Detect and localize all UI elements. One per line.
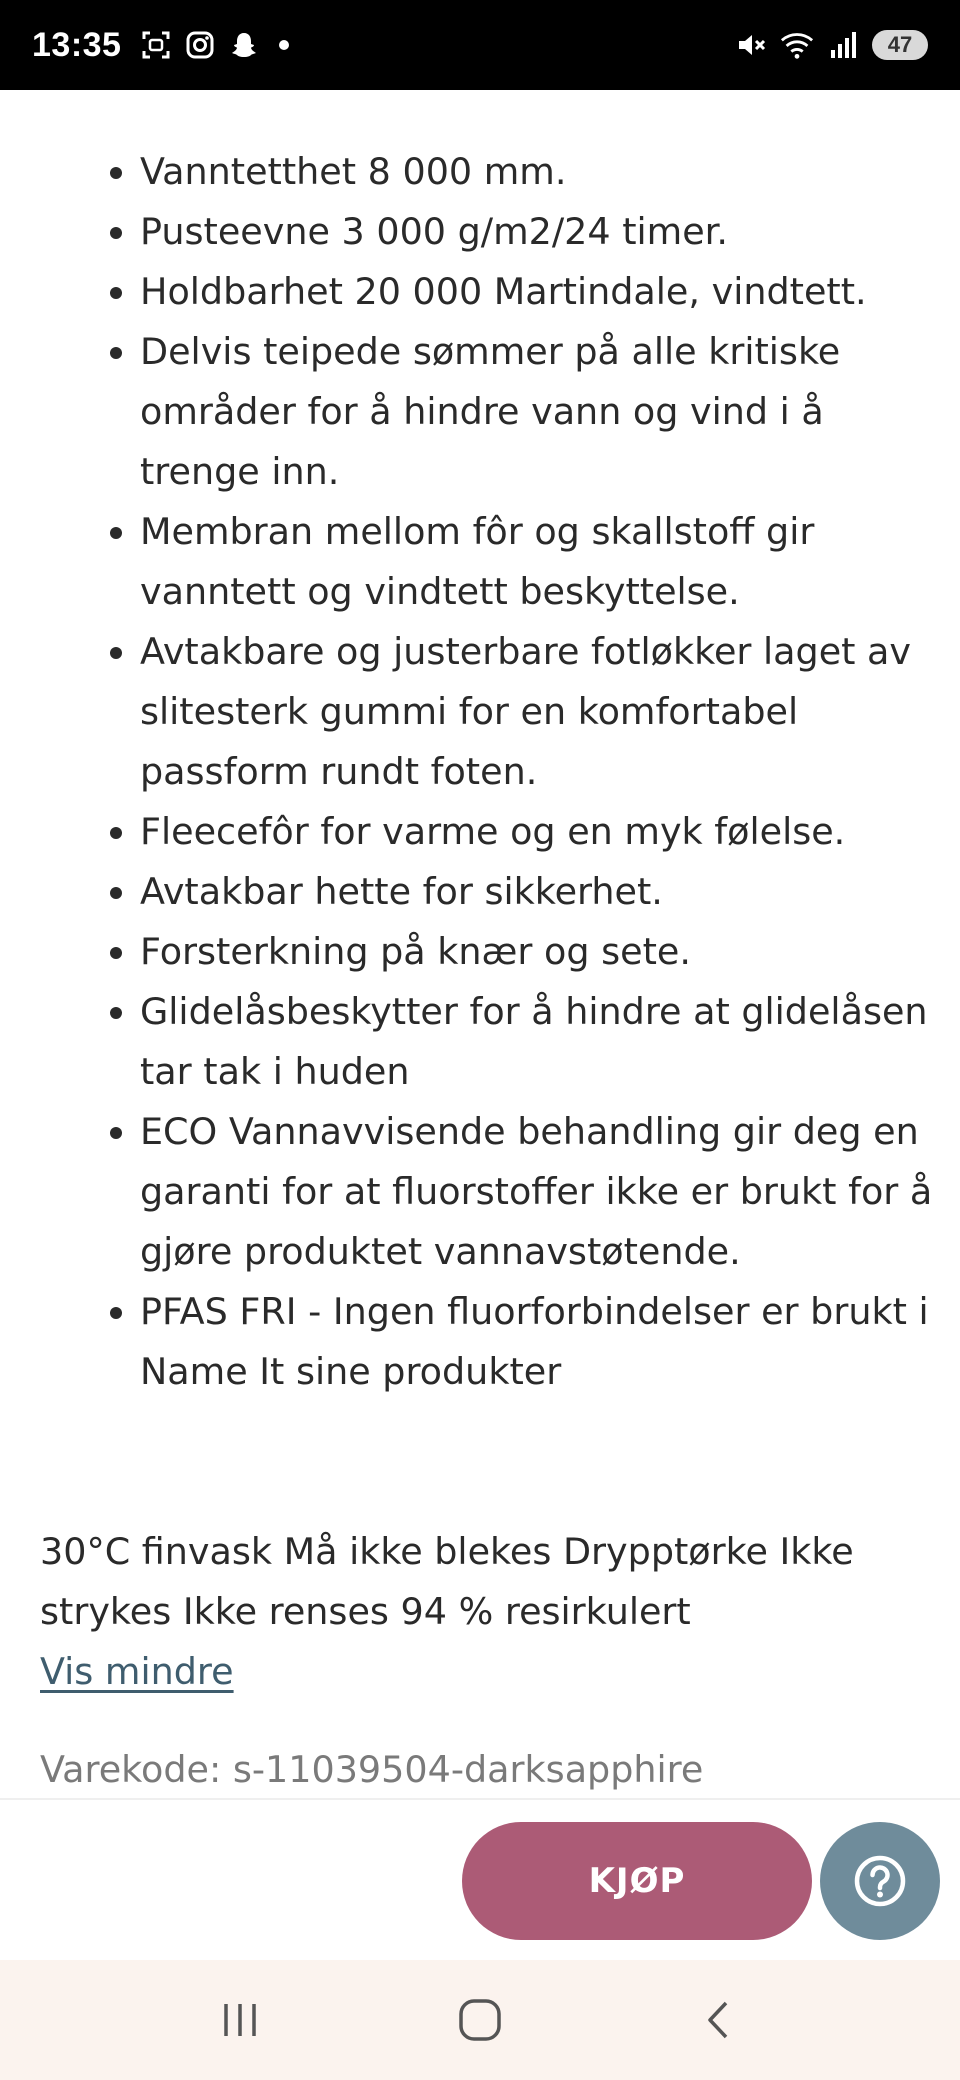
bullet: [110, 1127, 122, 1139]
bullet: [110, 1007, 122, 1019]
snapchat-icon: [227, 28, 261, 62]
status-bar: [0, 0, 960, 90]
status-time: 13:35: [32, 25, 122, 64]
back-button[interactable]: [675, 1975, 765, 2065]
bullet: [110, 347, 122, 359]
home-button[interactable]: [435, 1975, 525, 2065]
feature-item: [0, 322, 960, 502]
show-less-link[interactable]: Vis mindre: [40, 1650, 234, 1693]
feature-text: Pusteevne 3 000 g/m2/24 timer.: [140, 210, 728, 253]
feature-item: [0, 1282, 960, 1402]
feature-text: Avtakbar hette for sikkerhet.: [140, 870, 663, 913]
help-icon: [852, 1853, 908, 1909]
help-button[interactable]: [820, 1822, 940, 1940]
signal-icon: [826, 28, 860, 62]
feature-item: [0, 202, 960, 262]
bullet: [110, 647, 122, 659]
action-bar: [0, 1798, 960, 1960]
feature-text: Holdbarhet 20 000 Martindale, vindtett.: [140, 270, 867, 313]
buy-button[interactable]: KJØP: [462, 1822, 812, 1940]
feature-item: [0, 1102, 960, 1282]
navigation-bar: [0, 1960, 960, 2080]
feature-item: [0, 982, 960, 1102]
wifi-icon: [780, 28, 814, 62]
feature-item: [0, 622, 960, 802]
feature-item: [0, 262, 960, 322]
feature-text: Avtakbare og justerbare fotløkker laget av slitesterk gummi for en komfortabel passform rundt foten.: [140, 630, 912, 793]
recent-apps-icon: [218, 1998, 262, 2042]
feature-item: [0, 142, 960, 202]
status-right-icons: [734, 28, 928, 62]
bullet: [110, 887, 122, 899]
feature-text: ECO Vannavvisende behandling gir deg en garanti for at fluorstoffer ikke er brukt for å gjøre produktet vannavstøtende.: [140, 1110, 933, 1273]
care-instructions: 30°C finvask Må ikke blekes Drypptørke Ikke strykes Ikke renses 94 % resirkulert: [40, 1530, 854, 1633]
feature-text: Fleecefôr for varme og en myk følelse.: [140, 810, 846, 853]
recent-apps-button[interactable]: [195, 1975, 285, 2065]
back-icon: [698, 1998, 742, 2042]
bullet: [110, 167, 122, 179]
bullet: [110, 947, 122, 959]
notification-dot: [279, 40, 289, 50]
feature-text: PFAS FRI - Ingen fluorforbindelser er brukt i Name It sine produkter: [140, 1290, 929, 1393]
feature-text: Delvis teipede sømmer på alle kritiske områder for å hindre vann og vind i å trenge inn.: [140, 330, 841, 493]
home-icon: [456, 1996, 504, 2044]
feature-item: [0, 922, 960, 982]
mute-icon: [734, 28, 768, 62]
feature-list: [0, 142, 960, 1402]
bullet: [110, 827, 122, 839]
battery-icon: 47: [872, 30, 928, 60]
feature-item: [0, 502, 960, 622]
feature-text: Membran mellom fôr og skallstoff gir vanntett og vindtett beskyttelse.: [140, 510, 815, 613]
instagram-icon: [183, 28, 217, 62]
status-left-icons: [139, 28, 289, 62]
bullet: [110, 527, 122, 539]
feature-item: [0, 862, 960, 922]
product-sku: Varekode: s-11039504-darksapphire: [40, 1748, 704, 1791]
product-description: [0, 90, 960, 1798]
feature-text: Forsterkning på knær og sete.: [140, 930, 691, 973]
feature-text: Glidelåsbeskytter for å hindre at glidelåsen tar tak i huden: [140, 990, 928, 1093]
feature-item: [0, 802, 960, 862]
bullet: [110, 287, 122, 299]
bullet: [110, 227, 122, 239]
screenshot-icon: [139, 28, 173, 62]
feature-text: Vanntetthet 8 000 mm.: [140, 150, 567, 193]
bullet: [110, 1307, 122, 1319]
